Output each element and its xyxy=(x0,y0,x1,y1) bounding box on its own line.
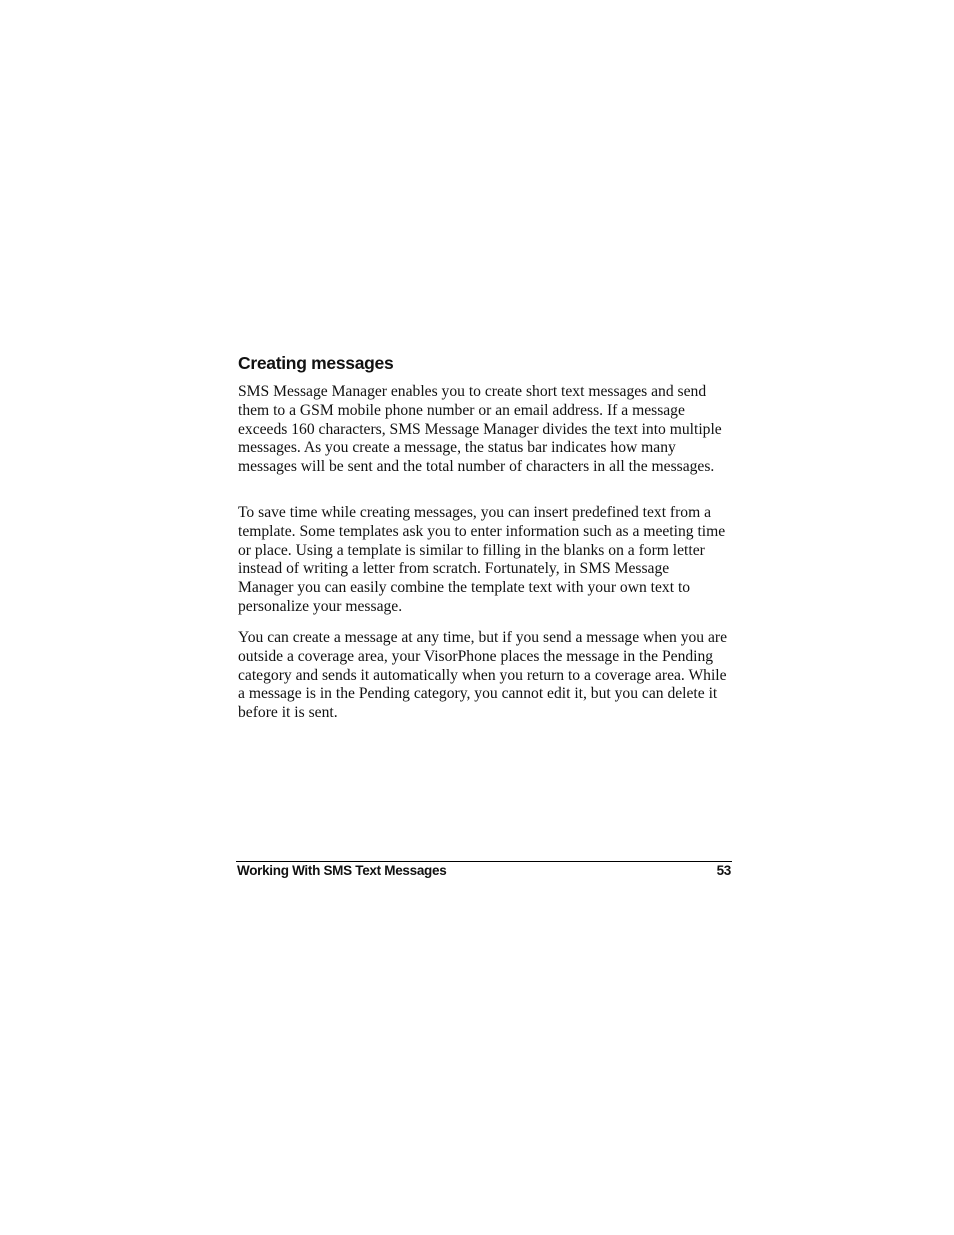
body-paragraph: SMS Message Manager enables you to create short text messages and send them to a GSM mobile phone number or an email address. If a message exceeds 160 characters, SMS Message Manager divides the text into multiple messages. As you create a message, the status bar indicates how many messages will be sent and the total number of characters in all the messages. xyxy=(238,383,722,476)
page-number: 53 xyxy=(716,863,731,878)
footer-divider xyxy=(236,861,732,862)
footer-chapter-title: Working With SMS Text Messages xyxy=(237,863,447,878)
body-paragraph: To save time while creating messages, you can insert predefined text from a template. Some templates ask you to enter information such as a meeting time or place. Using a template is similar to filling in the blanks on a form letter instead of writing a letter from scratch. Fortunately, in SMS Message Manager you can easily combine the template text with your own text to personalize your message. xyxy=(238,504,726,615)
page-footer xyxy=(237,863,731,878)
body-paragraph: You can create a message at any time, but if you send a message when you are outside a coverage area, your VisorPhone places the message in the Pending category and sends it automatically when you return to a coverage area. While a message is in the Pending category, you cannot edit it, but you can delete it before it is sent. xyxy=(238,629,728,722)
section-heading: Creating messages xyxy=(238,353,394,373)
